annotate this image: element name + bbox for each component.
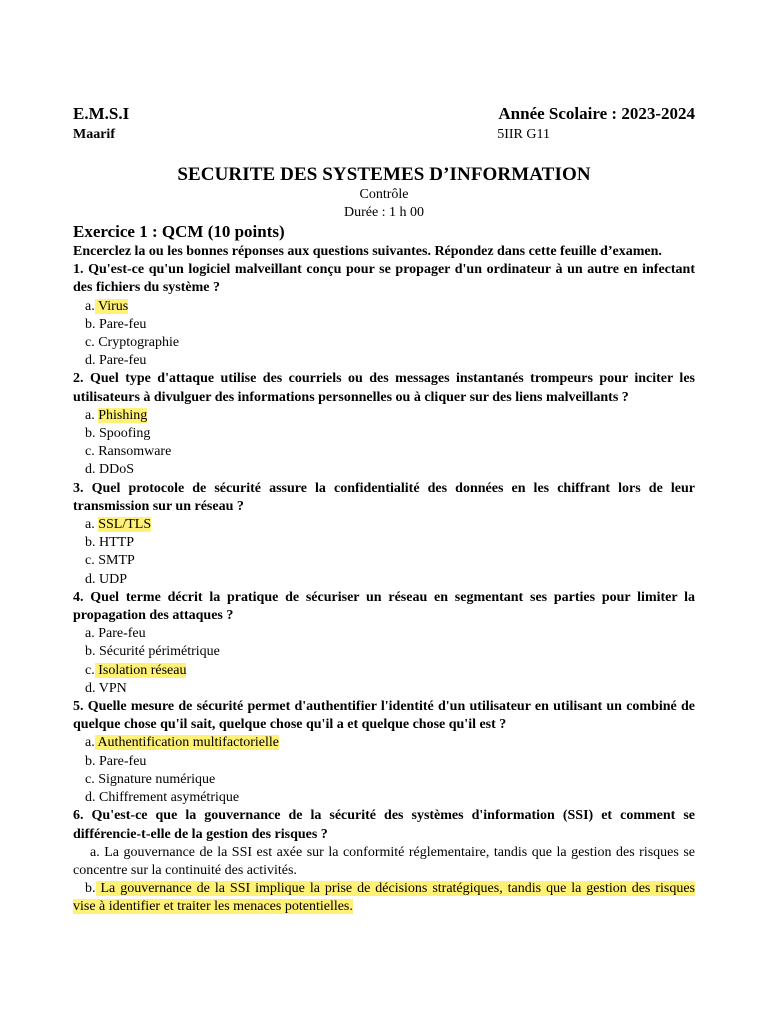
answer-option[interactable] bbox=[73, 461, 695, 479]
option-letter: d. bbox=[85, 353, 96, 369]
option-letter: c. bbox=[85, 553, 95, 569]
group-name: 5IIR G11 bbox=[497, 127, 550, 142]
option-text: Pare-feu bbox=[95, 316, 147, 332]
answer-option[interactable] bbox=[73, 443, 695, 461]
answer-option[interactable] bbox=[73, 334, 695, 352]
question-text: 3. Quel protocole de sécurité assure la confidentialité des données en les chiffrant lors de leur transmission sur un réseau ? bbox=[73, 480, 695, 514]
answer-option[interactable] bbox=[73, 753, 695, 771]
title-block bbox=[73, 164, 695, 222]
question-text: 4. Quel terme décrit la pratique de sécuriser un réseau en segmentant ses parties pour limiter la propagation des attaques ? bbox=[73, 589, 695, 624]
option-text: UDP bbox=[95, 571, 128, 587]
option-letter: b. bbox=[85, 535, 96, 551]
option-text-highlighted: La gouvernance de la SSI implique la prise de décisions stratégiques, tandis que la gestion des risques vise à identifier et traiter les menaces potentielles. bbox=[73, 881, 695, 915]
school-year: Année Scolaire : 2023-2024 bbox=[498, 104, 695, 123]
exam-body bbox=[73, 221, 695, 917]
answer-option[interactable] bbox=[73, 734, 695, 752]
option-text: Ransomware bbox=[94, 444, 172, 460]
header-row bbox=[73, 104, 695, 124]
option-text: HTTP bbox=[95, 535, 134, 551]
exam-type: Contrôle bbox=[359, 187, 409, 202]
option-letter: a. bbox=[85, 407, 99, 423]
answer-option[interactable] bbox=[73, 880, 695, 916]
option-letter: b. bbox=[85, 753, 96, 769]
option-letter: c. bbox=[85, 335, 95, 351]
option-text: Cryptographie bbox=[94, 335, 180, 351]
option-letter: b. bbox=[85, 316, 96, 332]
answer-option[interactable] bbox=[73, 680, 695, 698]
option-letter: a. bbox=[90, 844, 100, 860]
campus-name: Maarif bbox=[73, 127, 115, 142]
answer-option[interactable] bbox=[73, 425, 695, 443]
option-letter: d. bbox=[85, 790, 96, 806]
option-letter: a. bbox=[85, 735, 95, 751]
exam-title: SECURITE DES SYSTEMES D’INFORMATION bbox=[177, 164, 591, 185]
answer-option[interactable] bbox=[73, 298, 695, 316]
school-name: E.M.S.I bbox=[73, 104, 130, 123]
header-subrow bbox=[73, 127, 695, 143]
option-letter: b. bbox=[85, 881, 96, 897]
option-letter: c. bbox=[85, 771, 95, 787]
answer-option[interactable] bbox=[73, 625, 695, 643]
question-text: 2. Quel type d'attaque utilise des courriels ou des messages instantanés trompeurs pour inciter les utilisateurs à divulguer des informations personnelles ou à cliquer sur des liens malveillants ? bbox=[73, 371, 695, 405]
answer-option[interactable] bbox=[73, 662, 695, 680]
option-text-highlighted: Isolation réseau bbox=[94, 662, 187, 678]
answer-option[interactable] bbox=[73, 771, 695, 789]
option-letter: c. bbox=[85, 444, 95, 460]
answer-option[interactable] bbox=[73, 571, 695, 589]
option-text: VPN bbox=[95, 680, 127, 696]
answer-option[interactable] bbox=[73, 844, 695, 880]
option-letter: d. bbox=[85, 680, 96, 696]
question-text: 5. Quelle mesure de sécurité permet d'authentifier l'identité d'un utilisateur en utilisant un combiné de quelque chose qu'il sait, quelque chose qu'il a et quelque chose qu'il est ? bbox=[73, 699, 695, 733]
option-letter: a. bbox=[85, 626, 95, 642]
option-text: Pare-feu bbox=[95, 753, 147, 769]
option-letter: b. bbox=[85, 426, 96, 442]
option-letter: d. bbox=[85, 462, 96, 478]
answer-option[interactable] bbox=[73, 534, 695, 552]
option-text: SMTP bbox=[94, 553, 135, 569]
option-letter: c. bbox=[85, 662, 95, 678]
answer-option[interactable] bbox=[73, 316, 695, 334]
answer-option[interactable] bbox=[73, 643, 695, 661]
option-text-highlighted: Phishing bbox=[98, 407, 148, 423]
answer-option[interactable] bbox=[73, 516, 695, 534]
option-letter: a. bbox=[85, 517, 99, 533]
answer-option[interactable] bbox=[73, 552, 695, 570]
answer-option[interactable] bbox=[73, 789, 695, 807]
option-text-highlighted: SSL/TLS bbox=[98, 517, 152, 533]
option-letter: a. bbox=[85, 298, 95, 314]
option-letter: b. bbox=[85, 644, 96, 660]
exercise-instructions: Encerclez la ou les bonnes réponses aux questions suivantes. Répondez dans cette feuille d’examen. bbox=[73, 244, 662, 259]
option-text: DDoS bbox=[95, 462, 135, 478]
option-text: Pare-feu bbox=[94, 626, 146, 642]
option-text: Pare-feu bbox=[95, 353, 147, 369]
option-text-highlighted: Authentification multifactorielle bbox=[94, 735, 279, 751]
exercise-title: Exercice 1 : QCM (10 points) bbox=[73, 222, 285, 241]
exam-duration: Durée : 1 h 00 bbox=[343, 205, 425, 220]
option-text: Chiffrement asymétrique bbox=[95, 790, 240, 806]
option-text-highlighted: Virus bbox=[94, 298, 129, 314]
option-text: Sécurité périmétrique bbox=[95, 644, 220, 660]
option-text: Signature numérique bbox=[94, 771, 216, 787]
option-text: La gouvernance de la SSI est axée sur la conformité réglementaire, tandis que la gestion des risques se concentre sur la continuité des activités. bbox=[73, 844, 695, 878]
question-text: 6. Qu'est-ce que la gouvernance de la sécurité des systèmes d'information (SSI) et comment se différencie-t-elle de la gestion des risques ? bbox=[73, 808, 695, 842]
option-text: Spoofing bbox=[95, 426, 151, 442]
answer-option[interactable] bbox=[73, 407, 695, 425]
answer-option[interactable] bbox=[73, 352, 695, 370]
question-text: 1. Qu'est-ce qu'un logiciel malveillant conçu pour se propager d'un ordinateur à un autre en infectant des fichiers du système ? bbox=[73, 262, 695, 296]
option-letter: d. bbox=[85, 571, 96, 587]
